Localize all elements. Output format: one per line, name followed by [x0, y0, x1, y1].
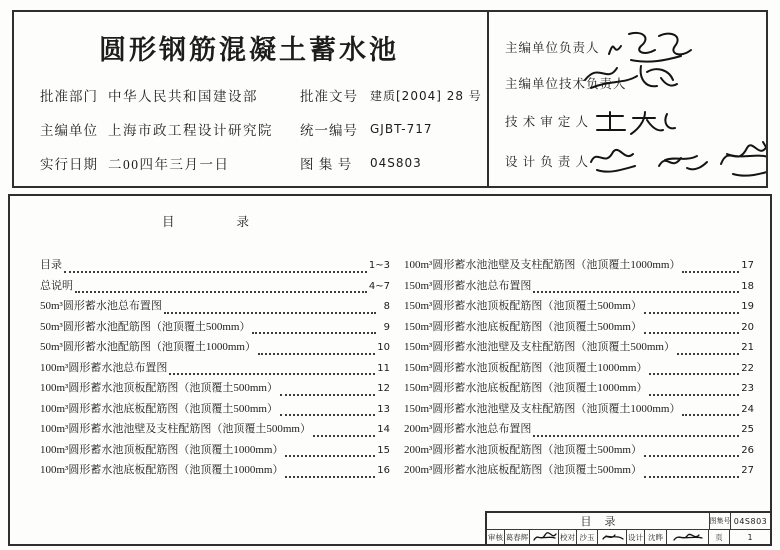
toc-entry-page: 27 — [741, 465, 754, 476]
toc-entry-title: 100m³圆形蓄水池底板配筋图（池顶覆土1000mm） — [40, 464, 284, 476]
signature-design-lead-2 — [653, 144, 709, 178]
toc-entry — [404, 379, 754, 400]
toc-entry — [404, 420, 754, 441]
dot-leader — [285, 476, 375, 478]
atlas-number-label: 图集号 — [709, 513, 730, 529]
toc-entry-title: 200m³圆形蓄水池总布置图 — [404, 423, 532, 435]
toc-entry-title: 150m³圆形蓄水池总布置图 — [404, 279, 532, 292]
dot-leader — [75, 291, 367, 293]
toc-entry-page: 12 — [377, 383, 390, 394]
toc-entry-page: 20 — [741, 321, 754, 333]
toc-entry-page: 23 — [741, 383, 754, 394]
proofreader-name: 沙玉 — [577, 530, 598, 544]
toc-entry-title: 50m³圆形蓄水池配筋图（池顶覆土500mm） — [40, 320, 251, 333]
title-block-sheet-title: 目录 — [580, 516, 629, 528]
toc-entry-page: 13 — [377, 403, 390, 415]
dot-leader — [644, 312, 739, 314]
toc-entry-page: 8 — [383, 301, 390, 312]
design-label: 设计 — [627, 530, 645, 544]
unified-no-label: 统一编号 — [300, 123, 358, 138]
toc-entry — [40, 318, 390, 339]
toc-entry-title: 150m³圆形蓄水池池壁及支柱配筋图（池顶覆土1000mm） — [404, 402, 681, 415]
chief-editor-label: 主编单位 — [40, 123, 98, 138]
approval-dept-label: 批准部门 — [40, 89, 98, 104]
toc-entry-page: 4~7 — [368, 280, 390, 292]
chief-tech-responsible-label: 主编单位技术负责人 — [505, 77, 627, 91]
dot-leader — [682, 271, 739, 273]
toc-entry-title: 150m³圆形蓄水池底板配筋图（池顶覆土500mm） — [404, 320, 642, 333]
toc-column-left — [40, 256, 390, 482]
design-lead-label: 设 计 负 责 人 — [505, 155, 590, 169]
dot-leader — [644, 455, 739, 457]
dot-leader — [280, 394, 375, 396]
toc-entry-title: 100m³圆形蓄水池池壁及支柱配筋图（池顶覆土500mm） — [40, 423, 311, 435]
toc-entry-title: 150m³圆形蓄水池底板配筋图（池顶覆土1000mm） — [404, 382, 648, 394]
toc-entry-page: 11 — [377, 362, 390, 374]
toc-entry-title: 100m³圆形蓄水池底板配筋图（池顶覆土500mm） — [40, 402, 278, 415]
toc-entry — [40, 420, 390, 441]
signature-designer — [671, 531, 705, 543]
signature-design-lead-3 — [713, 136, 766, 184]
reviewer-name: 葛春辉 — [505, 530, 530, 544]
page-number: 1 — [747, 532, 753, 542]
proof-label: 校对 — [559, 530, 577, 544]
toc-columns — [40, 256, 754, 482]
info-row — [40, 146, 485, 180]
toc-entry-page: 14 — [377, 424, 390, 435]
toc-entry-title: 150m³圆形蓄水池顶板配筋图（池顶覆土1000mm） — [404, 361, 648, 374]
toc-entry — [404, 338, 754, 359]
approval-dept-value: 中华人民共和国建设部 — [108, 89, 258, 104]
toc-entry-title: 200m³圆形蓄水池顶板配筋图（池顶覆土500mm） — [404, 443, 642, 456]
dot-leader — [164, 312, 376, 314]
dot-leader — [644, 332, 739, 334]
toc-entry — [404, 461, 754, 482]
toc-entry-title: 50m³圆形蓄水池总布置图 — [40, 300, 162, 312]
toc-column-right — [404, 256, 754, 482]
dot-leader — [649, 394, 739, 396]
toc-entry-title: 200m³圆形蓄水池底板配筋图（池顶覆土500mm） — [404, 464, 642, 476]
toc-entry — [404, 318, 754, 339]
toc-entry-page: 17 — [741, 260, 754, 271]
dot-leader — [64, 271, 367, 273]
document-title: 圆形钢筋混凝土蓄水池 — [99, 35, 399, 65]
review-label: 审核 — [487, 530, 505, 544]
toc-entry — [40, 461, 390, 482]
proofreader-signature — [598, 530, 627, 544]
toc-entry-title: 50m³圆形蓄水池配筋图（池顶覆土1000mm） — [40, 341, 256, 353]
toc-entry-title: 100m³圆形蓄水池池壁及支柱配筋图（池顶覆土1000mm） — [404, 259, 681, 271]
dot-leader — [533, 291, 739, 293]
toc-entry — [404, 277, 754, 298]
chief-editor-value: 上海市政工程设计研究院 — [108, 123, 273, 138]
toc-entry-title: 100m³圆形蓄水池顶板配筋图（池顶覆土500mm） — [40, 382, 278, 394]
title-block-row-bottom — [487, 530, 770, 544]
toc-entry-page: 1~3 — [368, 260, 390, 271]
toc-entry-page: 10 — [377, 342, 390, 353]
toc-entry — [404, 441, 754, 462]
toc-entry — [40, 400, 390, 421]
dot-leader — [285, 455, 375, 457]
toc-entry-title: 100m³圆形蓄水池顶板配筋图（池顶覆土1000mm） — [40, 443, 284, 456]
approval-doc-value: 建质[2004] 28 号 — [370, 88, 482, 103]
title-info-frame — [12, 10, 768, 188]
toc-entry — [404, 359, 754, 380]
toc-entry — [40, 441, 390, 462]
approval-doc-label: 批准文号 — [300, 89, 358, 104]
toc-entry — [404, 297, 754, 318]
toc-entry-title: 总说明 — [40, 279, 73, 292]
dot-leader — [169, 373, 375, 375]
designer-name: 沈晔 — [645, 530, 667, 544]
reviewer-signature — [530, 530, 559, 544]
drawing-title-block — [485, 511, 772, 546]
designer-signature — [667, 530, 709, 544]
dot-leader — [644, 476, 739, 478]
dot-leader — [533, 435, 739, 437]
dot-leader — [682, 414, 739, 416]
toc-entry-page: 22 — [741, 362, 754, 374]
toc-entry-page: 18 — [741, 280, 754, 292]
page-label: 页 — [709, 530, 730, 544]
dot-leader — [313, 435, 375, 437]
signature-tech-examiner — [589, 104, 681, 138]
info-row — [40, 112, 485, 146]
toc-entry-page: 9 — [383, 321, 390, 333]
toc-entry-page: 24 — [741, 403, 754, 415]
signature-reviewer — [531, 531, 558, 543]
effective-date-value: 二00四年三月一日 — [108, 157, 230, 172]
toc-entry-page: 26 — [741, 444, 754, 456]
info-row — [40, 78, 485, 112]
signature-chief-tech-responsible — [575, 58, 679, 100]
dot-leader — [649, 373, 739, 375]
toc-entry-title: 150m³圆形蓄水池池壁及支柱配筋图（池顶覆土500mm） — [404, 341, 675, 353]
toc-entry — [404, 400, 754, 421]
toc-entry — [40, 297, 390, 318]
toc-entry-page: 25 — [741, 424, 754, 435]
toc-entry-title: 目录 — [40, 259, 62, 271]
toc-entry — [40, 379, 390, 400]
dot-leader — [252, 332, 376, 334]
toc-heading: 目录 — [162, 215, 312, 229]
title-block-row-top — [487, 513, 770, 530]
dot-leader — [280, 414, 375, 416]
dot-leader — [677, 353, 739, 355]
toc-entry-page: 16 — [377, 465, 390, 476]
atlas-no-value: 04S803 — [370, 156, 422, 170]
tech-examiner-label: 技 术 审 定 人 — [505, 115, 590, 129]
chief-responsible-label: 主编单位负责人 — [505, 41, 600, 55]
effective-date-label: 实行日期 — [40, 157, 98, 172]
signature-design-lead-1 — [583, 140, 643, 178]
toc-entry — [40, 359, 390, 380]
toc-entry-page: 15 — [377, 444, 390, 456]
atlas-no-label: 图 集 号 — [300, 157, 353, 172]
toc-frame — [8, 194, 772, 546]
toc-entry — [40, 338, 390, 359]
signatories-panel — [489, 12, 766, 186]
toc-entry-page: 19 — [741, 301, 754, 312]
dot-leader — [258, 353, 375, 355]
signature-proofreader — [599, 531, 626, 543]
toc-entry — [404, 256, 754, 277]
toc-entry — [40, 256, 390, 277]
toc-entry — [40, 277, 390, 298]
unified-no-value: GJBT-717 — [370, 122, 433, 136]
toc-entry-title: 100m³圆形蓄水池总布置图 — [40, 361, 168, 374]
atlas-number-value: 04S803 — [730, 513, 770, 529]
approval-info — [40, 78, 485, 180]
toc-entry-page: 21 — [741, 342, 754, 353]
toc-entry-title: 150m³圆形蓄水池顶板配筋图（池顶覆土500mm） — [404, 300, 642, 312]
